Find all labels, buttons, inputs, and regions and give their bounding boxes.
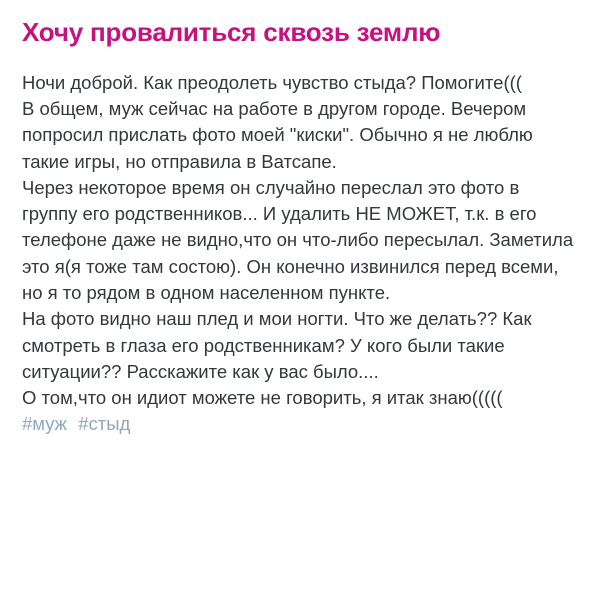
page-title: Хочу провалиться сквозь землю [22,17,441,47]
post-closing-line [22,385,578,438]
post-paragraph: Ночи доброй. Как преодолеть чувство стыда? Помогите((( [22,71,522,93]
closing-text: О том,что он идиот можете не говорить, я итак знаю((((( [22,387,503,409]
post-paragraph: Через некоторое время он случайно переслал это фото в группу его родственников... И удалить НЕ МОЖЕТ, т.к. в его телефоне даже не видно,что он что-либо пересылал. Заметила это я(я тоже там состою). Он конечно извинился перед всеми, но я то рядом в одном населенном пункте. [22,176,574,304]
post-paragraph: В общем, муж сейчас на работе в другом городе. Вечером попросил прислать фото моей "киски". Обычно я не люблю такие игры, но отправила в Ватсапе. [22,98,533,172]
tag-list [22,411,136,437]
tag-link[interactable]: #муж [22,413,68,435]
post-body [22,70,578,438]
post-paragraph: На фото видно наш плед и мои ногти. Что же делать?? Как смотреть в глаза его родственникам? У кого были такие ситуации?? Расскажите как у вас было.... [22,308,532,382]
tag-link[interactable]: #стыд [78,413,131,435]
